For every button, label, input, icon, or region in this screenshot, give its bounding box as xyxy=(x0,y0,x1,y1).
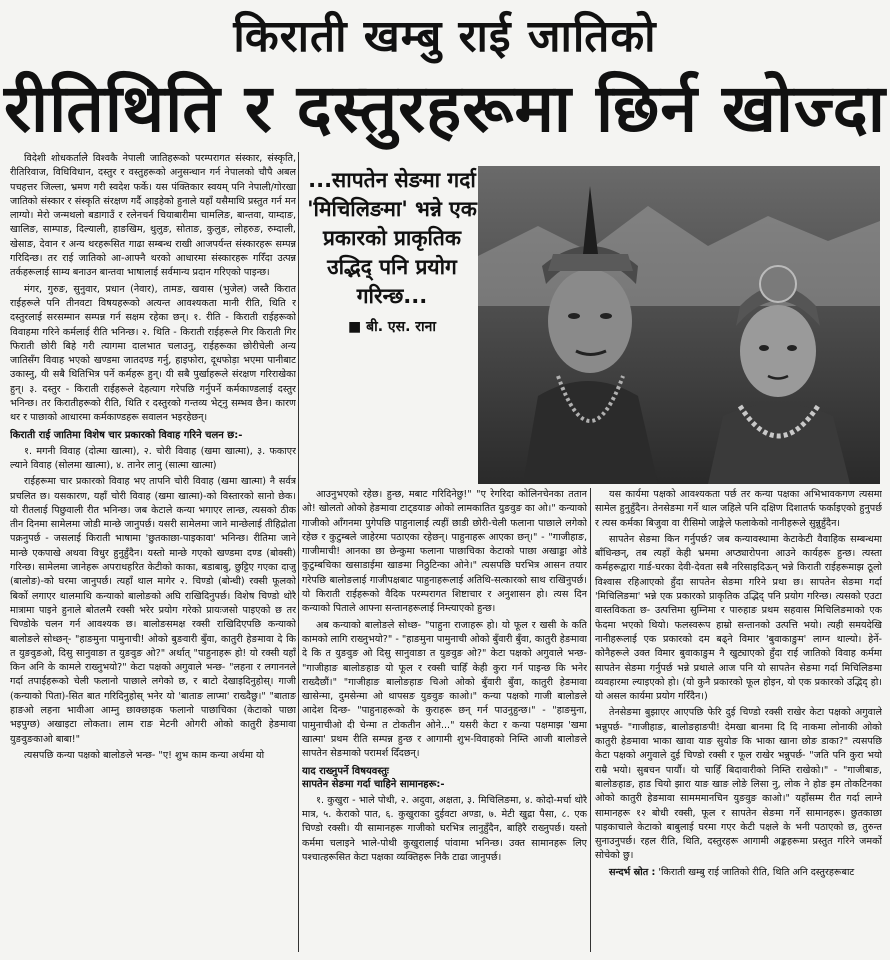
paragraph: तेनसेङमा बुझाएर आएपछि फेरि दुई चिण्डो रक्सी राखेर केटा पक्षको अगुवाले भन्नुपर्छ- "गाजीहाङ, बालोङहाङपी! देमखा बानमा दि दि नाकमा लोनाकी ओको कातुरी हेङमावा भाका खावा याङ सुयोङ कि भाका खाना छोङ डाका?" त्यसपछि केटा पक्षको अगुवाले दुई चिण्डो रक्सी र फूल राखेर भन्नुपर्छ- "जति पनि कुरा भयो राम्रै भयो। सुबचन पार्यौ। यो चाहिँ बिदावारीको निम्ति राखेको।" - "गाजीबाङ, बालोङहाङ, हाड चियो झारा याङ खाङ लोङे लिसा नु, लोक ने होङ इम तोकटिनका ओको कातुरी हेङमावा सामममानचिन युङवुङ काओ।" यहाँसम्म रीत गर्दा लाग्ने सामानहरू १२ बोधी रक्सी, फूल र सापतेन सेङमा गर्ने सामानहरू। छुतकाछा पाइकाचाले केटाको बाबुलाई घरमा गएर केटी पक्षले के भनी पठाएको छ, तुरुन्त सुनाउनुपर्छ। रहल रीति, थिति, दस्तुरहरू आगामी अङ्कहरूमा प्रस्तुत गरिने जमर्को सोचेको छु। xyxy=(595,707,882,862)
paragraph: यस कार्यमा पक्षको आवश्यकता पर्छ तर कन्या पक्षका अभिभावकगण त्यसमा सामेल हुनुहुँदैन। तेनसेङमा गर्ने थाल जहिले पनि दक्षिण दिशातर्फ फर्काइएको हुनुपर्छ र त्यस कर्मका बिजुवा वा रीसिमो जाङ्गेले फलाकेको नानीहरूले सुन्नुहुँदैन। xyxy=(595,489,882,529)
article-column-1 xyxy=(10,152,296,952)
section-heading: किराती राई जातिमा विशेष चार प्रकारको विवाह गरिने चलन छ:- xyxy=(10,429,243,441)
pull-quote xyxy=(306,166,478,484)
paragraph: सापतेन सेङमा किन गर्नुपर्छ? जब कन्यावस्थामा केटाकेटी वैवाहिक सम्बन्धमा बाँधिन्छन्, तब त्यहाँ केही भ्रममा अप्ठ्यारोपना आउने कार्यहरू हुन्छ। त्यस्ता कर्महरूद्वारा गार्ड-घरका देवी-देवता सबै नरिसाइदिऊन् भन्ने किराती राईहरूमाझ ठूलो विश्वास रहिआएको हुँदा सापतेन सेङमा गरिने प्रथा छ। सापतेन सेङमा गर्दा 'मिचिलिङमा' भन्ने एक प्रकारको प्राकृतिक उद्भिद् पनि प्रयोग गरिन्छ। त्यसको एउटा वास्तविकता छ- उत्पत्तिमा सुम्निमा र पारुहाङ प्रथम सहवास मिचिलिङमाको एक फेदमा भएको थियो। फलस्वरूप हाम्रो सन्तानको उत्पत्ति भयो। त्यही समयदेखि नानीहरूलाई एक प्रकारको दम बढ्ने विमार 'बुवाकाङुम' लाग्न थाल्यो। हेर्ने-कोनैहरूले उक्त विमार बुवाकाङुम नै खुट्याएको हुँदा राई जातिको विवाह कर्ममा सापतेन सेङमा गर्नुपर्छ भन्ने प्रथाले आज पनि यो सापतेन सेङमा गर्दा मिचिलिङमा व्यवहारमा ल्याइएको हो। (यो कुनै प्रकारको फूल होइन, यो एक प्रकारको उद्भिद् हो। यो असल कार्यमा प्रयोग गरिँदैन।) xyxy=(595,533,882,703)
source-label: सन्दर्भ स्रोत : xyxy=(609,866,656,878)
section-heading: याद राख्नुपर्ने विषयवस्तुः सापतेन सेङमा गर्दा चाहिने सामानहरू:- xyxy=(302,765,445,790)
paragraph: १. मगनी विवाह (दोत्मा खात्मा), २. चोरी विवाह (खमा खात्मा), ३. फकाएर ल्याने विवाह (सोलमा खात्मा), ४. तानेर लानु (सात्मा खात्मा) xyxy=(10,445,296,471)
headline: रीतिथिति र दस्तुरहरूमा छिर्न खोज्दा xyxy=(4,70,886,147)
paragraph: आउनुभएको रहेछ। हुन्छ, मबाट गरिदिनेछु!" "ए रेगरिदा कोलिनचेनका ततान ओ! खोलतो ओको हेङमावा टाट्डयाङ ओको लामकातित युङवुङ का ओ।" कन्याको गाजीको आँगनमा पुगेपछि पाहुनालाई त्यहीं छाडी छोरी-चेली फलाना पाछाले लगेको रहेछ र कुटुम्बले जाहेरमा पठाएका रहेछन्। पाहुनाहरू आएका छन्।" - "गाजीहाङ, गाजीमाची! आनका छा छेन्कुमा फलाना पाछाचिका केटाको पाछा अखाड्डा ओडे कुटुम्बचिका खसाडाईमा खाङमा निठुटिन्का ओने।" त्यसपछि घरभित्र आसन तयार गरेपछि बालोङलाई गाजीपक्षबाट पाहुनाहरूलाई अतिथि-सत्कारको साथ राखिनुपर्छ। यो किराती राईहरूको वैदिक परम्परागत शिष्टाचार र अनुशासन हो। त्यस दिन कन्याको पिताले आफ्ना सन्तानहरूलाई निम्त्याएको हुन्छ। xyxy=(302,489,587,615)
byline: ■ बी. एस. राना xyxy=(347,319,437,335)
paragraph: विदेशी शोधकर्तालेे विश्वकै नेपाली जातिहरूको परम्परागत संस्कार, संस्कृति, रीतिरिवाज, विधिविधान, दस्तुर र वस्तुहरूको अनुसन्धान गर्न नेपालको चौपै अबल पचहत्तर जिल्ला, भ्रमण गरी स्वदेश फर्के। यस पंक्तिकार स्वयम् पनि नेपाली/गोरखा जातिको संस्कार र संस्कृति संरक्षण गर्दै आइहेको हुनाले यहाँ यसैमाथि प्रस्तुत गर्न मन लाग्यो। मेरो जन्मथलो बडागाउँ र रलेनचर्न चियाबारीमा चामलिङ, बान्तवा, याम्दाङ, खालिङ, साम्पाङ, दिल्याली, हाङखिम, थुलुङ, सोताङ, कुलुङ, लोहरुङ, रुम्दाली, खेसाङ, देवान र अन्य थरहरूसित गाढा सम्बन्ध राखी आजपर्यन्त संस्कारहरू सम्पन्न गरिदिन्छ। तर राई जातिको आ-आफ्नै थरको आधारमा संस्कारहरू गरिँदा उत्पन्न तर्कहरूलाई साम्य बनाउन बान्तवा भाषालाई सर्वमान्य प्रदान गरिएको पाइन्छ। xyxy=(10,153,296,279)
paragraph: राईहरूमा चार प्रकारको विवाह भए तापनि चोरी विवाह (खमा खात्मा) नै सर्वत्र प्रचलित छ। यसकारण, यहाँ चोरी विवाह (खमा खात्मा)-को विस्तारको सानो छेक। यो रीतलाई पिछुवाली रीत भनिन्छ। जब केटाले कन्या भगाएर लान्छ, त्यसको ठीक तीन दिनमा सामेलमा जोडी मान्छे जानुपर्छ। यसरी सामेलमा जाने मान्छेलाई तीहिद्रोता पक्रनुपर्छ - जसलाई किराती भाषामा 'छुतकाछा-पाइकावा' भनिन्छ। रीतिमा जाने मान्छे एकपाखे अथवा विधुर हुनुहुँदैन। यस्तो मान्छे गएको खण्डमा दण्ड (बोक्सी) गरिन्छ। सामेलमा जानेहरू अपराधहरित केटीको काका, बडाबाबु, छुट्टिए गएका दाजु (बालोङ)-को घरमा जानुपर्छ। त्यहाँ थाल मागेर २. चिण्डो (बोन्धी) रक्सी फूलको बिर्को लगाएर थालमाथि कन्याको बालोङको अघि राखिदिनुपर्छ। विशेष चिण्डो थोरै मात्रामा पाइने हुनाले बोतलमै रक्सी भरेर प्रयोग गरेको प्रायःजसो पाइएको छ तर चिण्डोके चलन गर्न आवश्यक छ। बालोङसमक्ष रक्सी राखिदिएपछि कन्याको बालोङले सोध्छन्- "हाङमुना पामुनाची! ओको बुङवारी बुँवा, कातुरी हेङमावा दे कि त युङवुङओ, दिसु सानुवाङा त युङवुङ ओ?" अर्थात् "पाहुनाहरू हो! यो रक्सी यहाँ किन अनि के कामले राख्नुभयो?" केटा पक्षको अगुवाले भन्छ- "लहना र लगाननले गर्दा तपाईहरूको चेली फलानो पाछाले लगेको छ, र बाटो देखाइदिनुहोस्। गाजी (कन्याको पिता)-सित बात गरिदिनुहोस् भनेर यो 'बाताङ लाप्मा' राख्दैछु।" "बाताङ हाङओ लहना भावीआ आम्नु छाक्छाइक फलानो पाछाचिका (केटाको पाछा भइपुग्छ) अखाइटा लोकता। लाम राङ मेटनी ओगरी ओको कातुरी हेङमावा युङवुङकाओ बाबा!" xyxy=(10,476,296,745)
pull-quote-text: ...सापतेन सेङमा गर्दा 'मिचिलिङमा' भन्ने एक प्रकारको प्राकृतिक उद्भिद् पनि प्रयोग गरिन्छ... xyxy=(307,168,477,308)
column-rule-1 xyxy=(298,152,299,952)
portrait-photo xyxy=(478,166,880,484)
paragraph: मंगर, गुरुङ, सुनुवार, प्रधान (नेवार), तामङ, खवास (भुजेल) जस्तै किरात राईहरूले पनि तीनवटा विषयहरूको अत्यन्त आवश्यकता मानी रीति, थिति र दस्तुरलाई सरसम्मान सम्पन्न गर्न सक्षम रहेका छन्। १. रीति - किराती राईहरूको विवाहमा गरिने कर्मलाई रीति भनिन्छ। २. थिति - किराती राईहरूले गिर किराती गिर फिराती छोरी बिहे गरी त्यागमा दालभात चलाउनु, राईहरूका छोरीचेली अन्य जातिसँग विवाह भएको खण्डमा जातदण्ड गर्नु, हाइफोरा, दूधफोड़ा भएमा पानीबाट उकास्नु, यी सबै थितिभित्र पर्ने कर्महरू हुन्। यी सबै पुर्खाहरूले संरक्षण गरिराखेका हुन्। ३. दस्तुर - किराती राईहरूले देहत्याग गरेपछि गर्नुपर्ने कर्मकाण्डलाई दस्तुर भनिन्छ। तर किरातीहरूको रीति, थिति र दस्तुरको गन्तव्य भेट्नु सम्भव छैन। कारण थर र पाछाको आधारमा कर्मकाण्डहरू सवालन भइरहेछन्। xyxy=(10,283,296,424)
source-line xyxy=(595,866,882,880)
paragraph: अब कन्याको बालोङले सोध्छ- "पाहुना राजाहरू हो। यो फूल र खसी के कति कामको लागि राख्नुभयो?" - "हाङमुना पामुनाची ओको बुँवारी बुँवा, कातुरी हेङमावा दे कि त युङवुङ ओ दिसु सानुवाङा त युङवुङ ओ?" केटा पक्षको अगुवाले भन्छ- "गाजीहाङ बालोङहाङ यो फूल र रक्सी चाहिँ केही कुरा गर्न पाइन्छ कि भनेर राख्दैछौं।" "गाजीहाङ बालोङहाङ चिओ ओको बुँवारी बुँवा, कातुरी हेङमावा खासेन्मा, दुमसेन्मा ओ थापसङ युङवुङ काओ।" कन्या पक्षको गाजी बालोङले आदेश दिन्छ- "पाहुनाहरूको के कुराहरू छन् गर्न पाउनुहुन्छ।" - "हाङमुना, पामुनाचीओ दी चेन्मा त टोकतीन ओने..." यसरी केटा र कन्या पक्षमाझ 'खमा खात्मा' प्रथम रीति सम्पन्न हुन्छ र आगामी शुभ-विवाहको निम्ति आजी बालोङले सापतेन सेङमाको परामर्श दिँदछन्। xyxy=(302,619,587,760)
kicker: किराती खम्बु राई जातिको xyxy=(233,11,657,62)
article-column-3 xyxy=(595,488,882,952)
column-rule-2 xyxy=(590,488,591,952)
paragraph: १. कुखुरा - भाले पोथी, २. अदुवा, अक्षता, ३. मिचिलिङमा, ४. कोदो-मर्चा थोरै मात्र, ५. केराको पात, ६. कुखुराका दुईवटा अण्डा, ७. मेटी खुद्रा पैसा, ८. एक चिण्डो रक्सी। यी सामानहरू गाजीको घरभित्र लानुहुँदैन, बाहिरै राख्नुपर्छ। यस्तो कर्ममा चलाइने भाले-पोथी कुखुरालाई पांवामा भनिन्छ। उक्त सामानहरू लिए पश्चात्हरूसित केटा पक्षका व्यक्तिहरू निकै टाढा जानुपर्छ। xyxy=(302,794,587,863)
paragraph: त्यसपछि कन्या पक्षको बालोङले भन्छ- "ए! शुभ काम कन्या अर्थमा यो xyxy=(24,749,265,761)
source-text: 'किराती खम्बु राई जातिको रीति, थिति अनि दस्तुरहरूबाट xyxy=(658,866,855,878)
article-column-2 xyxy=(302,488,587,952)
